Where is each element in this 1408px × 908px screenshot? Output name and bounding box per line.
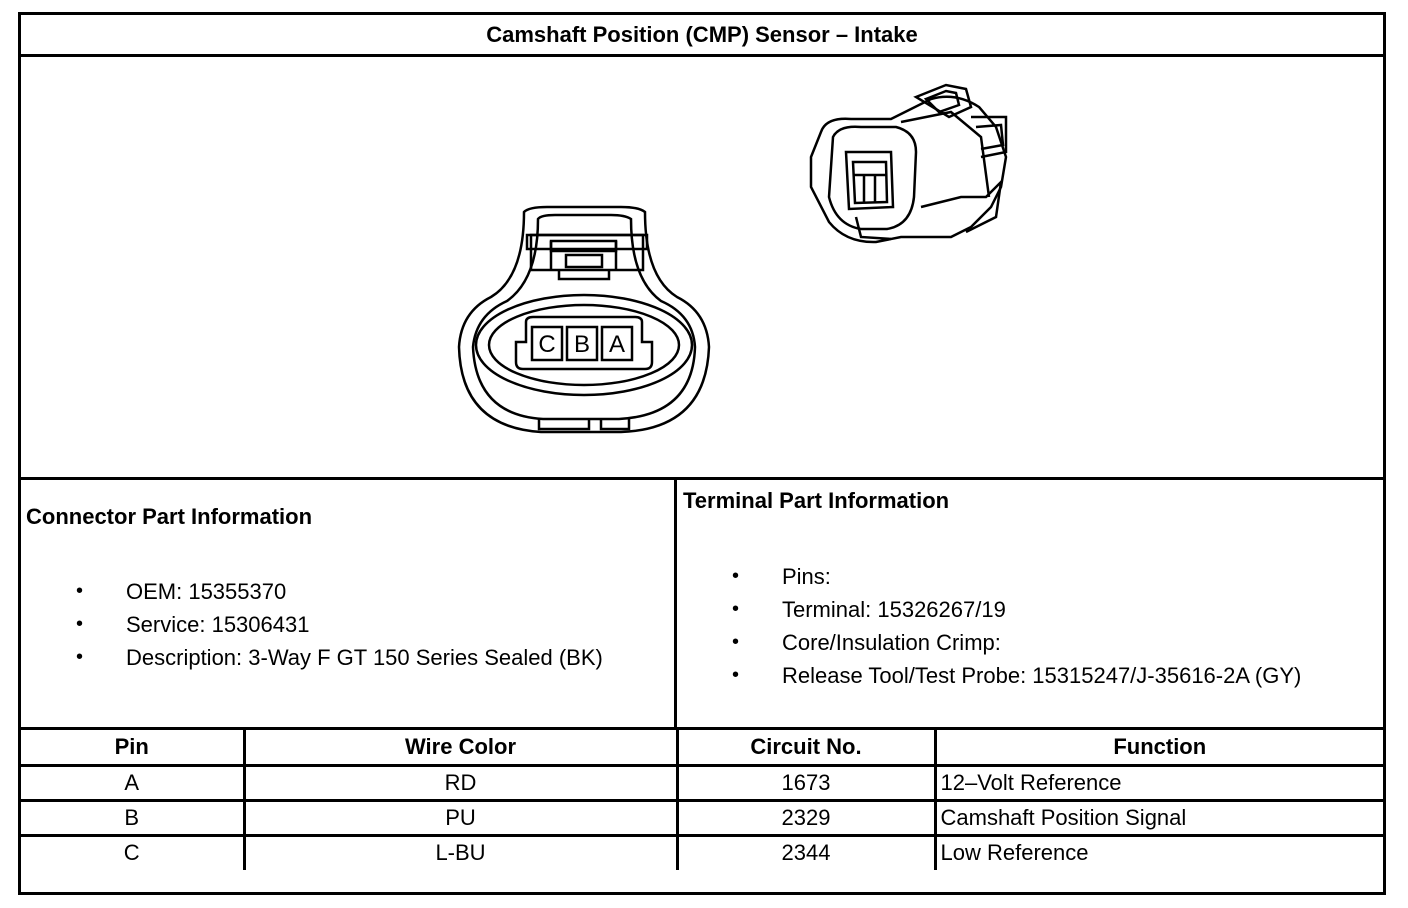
connector-service: Service: 15306431 <box>126 612 310 637</box>
connector-diagram-frame <box>18 12 1386 895</box>
list-item <box>732 626 1301 659</box>
connector-info-list <box>76 575 603 674</box>
bullet-icon: • <box>76 580 84 602</box>
pin-label-a: A <box>608 331 626 358</box>
pin-table <box>21 730 1383 870</box>
bullet-icon: • <box>732 598 740 620</box>
terminal-number: Terminal: 15326267/19 <box>782 597 1006 622</box>
terminal-info-list <box>732 560 1301 692</box>
list-item <box>732 659 1301 692</box>
cell-circuit: 1673 <box>677 765 935 800</box>
cell-pin: B <box>21 800 244 835</box>
connector-isometric-view <box>811 85 1006 242</box>
list-item <box>76 608 603 641</box>
bullet-icon: • <box>732 565 740 587</box>
terminal-pins: Pins: <box>782 564 831 589</box>
terminal-info-heading: Terminal Part Information <box>683 488 950 513</box>
cell-circuit: 2329 <box>677 800 935 835</box>
bullet-icon: • <box>76 613 84 635</box>
header-circuit-no: Circuit No. <box>677 730 935 765</box>
header-wire-color: Wire Color <box>244 730 677 765</box>
cell-wire-color: RD <box>244 765 677 800</box>
connector-oem: OEM: 15355370 <box>126 579 287 604</box>
connector-description: Description: 3-Way F GT 150 Series Sealed (BK) <box>126 645 603 670</box>
cell-function: Low Reference <box>935 835 1383 870</box>
cell-function: Camshaft Position Signal <box>935 800 1383 835</box>
list-item <box>732 560 1301 593</box>
connector-face-view <box>459 207 709 432</box>
cell-pin: C <box>21 835 244 870</box>
table-row <box>21 835 1383 870</box>
table-row <box>21 765 1383 800</box>
header-pin: Pin <box>21 730 244 765</box>
pin-label-c: C <box>538 331 556 358</box>
table-header-row <box>21 730 1383 765</box>
pin-label-b: B <box>573 331 591 358</box>
table-row <box>21 800 1383 835</box>
connector-illustration <box>21 57 1383 477</box>
cell-circuit: 2344 <box>677 835 935 870</box>
list-item <box>76 575 603 608</box>
terminal-release-tool: Release Tool/Test Probe: 15315247/J-35616-2A (GY) <box>782 663 1302 688</box>
header-function: Function <box>935 730 1383 765</box>
cell-wire-color: L-BU <box>244 835 677 870</box>
cell-function: 12–Volt Reference <box>935 765 1383 800</box>
page-title: Camshaft Position (CMP) Sensor – Intake <box>21 15 1383 57</box>
terminal-crimp: Core/Insulation Crimp: <box>782 630 1001 655</box>
connector-info-heading: Connector Part Information <box>26 504 313 529</box>
terminal-part-information <box>677 477 1383 730</box>
bullet-icon: • <box>732 631 740 653</box>
cell-pin: A <box>21 765 244 800</box>
cell-wire-color: PU <box>244 800 677 835</box>
list-item <box>76 641 603 674</box>
bullet-icon: • <box>76 646 84 668</box>
list-item <box>732 593 1301 626</box>
connector-part-information <box>21 477 677 730</box>
connector-drawing-area <box>21 57 1383 477</box>
bullet-icon: • <box>732 664 740 686</box>
